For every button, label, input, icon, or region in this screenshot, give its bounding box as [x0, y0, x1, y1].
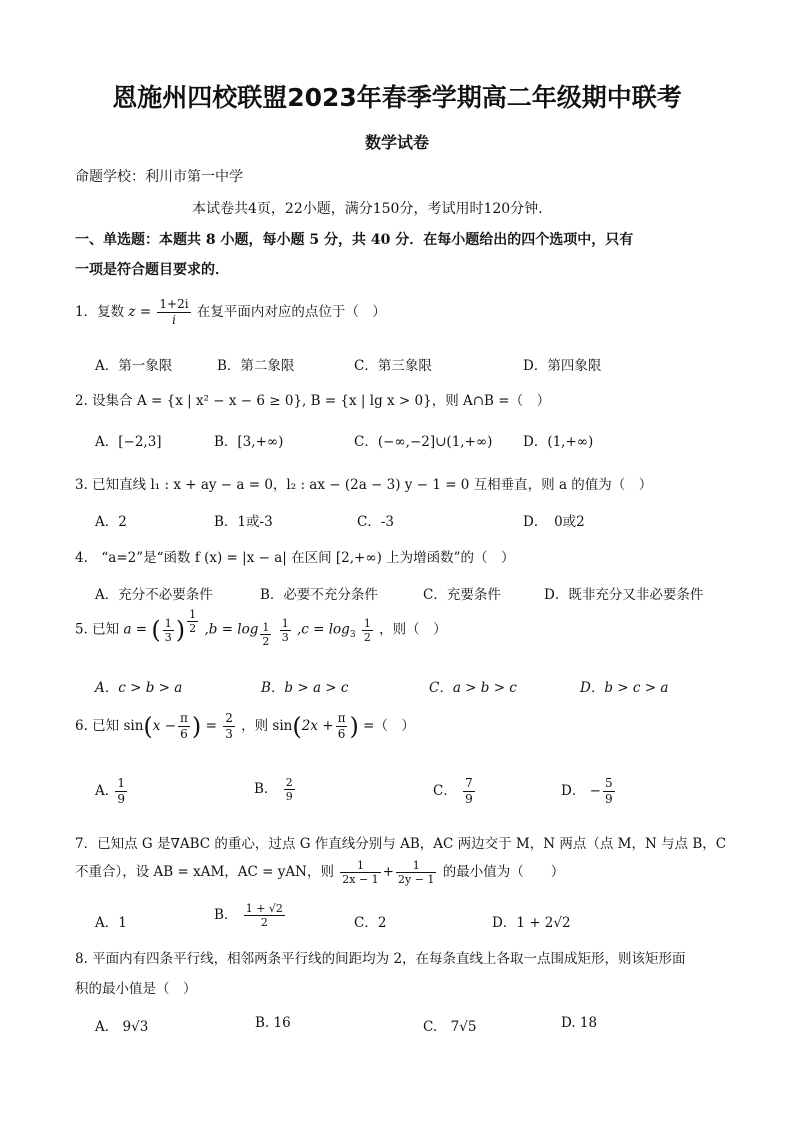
q7-f2-den: 2y − 1: [397, 873, 435, 886]
q6-d-den: 9: [604, 792, 613, 806]
q1-frac-num: 1+2i: [159, 297, 189, 311]
q6-pre: 6. 已知: [75, 718, 120, 734]
q5-c-arg-num: 1: [363, 616, 371, 630]
q3-option-a: A．2: [95, 514, 127, 530]
q6-c-num: 7: [465, 776, 473, 790]
q7-option-d: D．1 + 2√2: [492, 915, 571, 931]
q5-b-arg: [280, 617, 291, 644]
q5-b-base-den: 2: [262, 635, 270, 649]
q8-option-a: A. 9√3: [95, 1019, 149, 1035]
q5-b-arg-num: 1: [281, 616, 289, 630]
question-8-line1: 8. 平面内有四条平行线，相邻两条平行线的间距均为 2，在每条直线上各取一点围成矩形，则该矩形面: [75, 951, 686, 967]
q5-c-base: 3: [349, 630, 356, 641]
q6-pi-a: π: [180, 711, 188, 725]
q6-a-num: 1: [117, 776, 125, 790]
q4-option-c: C．充要条件: [423, 587, 501, 603]
q5-option-c: C．a > b > c: [429, 680, 517, 696]
q7-f1-den: 2x − 1: [342, 873, 379, 886]
q7-b-den: 2: [260, 916, 268, 929]
q5-c-arg: [362, 617, 373, 644]
q5-pre: 5. 已知: [75, 621, 120, 638]
q6-pi-b: π: [337, 711, 346, 725]
q6-paren2-open: (: [292, 712, 302, 741]
q6-option-d: [561, 776, 617, 807]
q1-frac-den: i: [172, 313, 176, 327]
q6-paren1-open: (: [143, 712, 153, 741]
q6-option-d-label: D．: [561, 783, 586, 799]
section-heading-line1: 一、单选题：本题共 8 小题，每小题 5 分，共 40 分．在每小题给出的四个选项中，只有: [75, 232, 634, 248]
q1-option-b: B．第二象限: [217, 358, 295, 374]
q6-option-c-frac: [463, 776, 475, 807]
q6-option-b-frac: [284, 776, 295, 803]
q6-option-c-label: C．: [433, 783, 457, 799]
q6-six-b: 6: [337, 727, 346, 741]
q6-eq-value: [223, 711, 235, 742]
q6-option-b-label: B．: [254, 781, 278, 797]
school-line: 命题学校：利川市第一中学: [75, 169, 243, 185]
q7-frac-2: [396, 859, 436, 886]
q6-option-c: [433, 776, 477, 807]
q3-option-d: D． 0或2: [523, 514, 585, 530]
q8-option-d: D. 18: [561, 1015, 598, 1031]
q7-option-b-frac: [244, 902, 285, 929]
q1-option-d: D．第四象限: [523, 358, 602, 374]
q6-d-num: 5: [604, 776, 613, 790]
q5-option-a: A．c > b > a: [95, 680, 183, 696]
q3-option-c: C．-3: [357, 514, 394, 530]
q6-sin-1: sin: [123, 718, 144, 734]
exam-info: 本试卷共4页，22小题，满分150分，考试用时120分钟.: [192, 201, 543, 217]
q6-option-a-label: A.: [95, 783, 110, 799]
q5-c: ,c = log: [296, 621, 350, 638]
question-4: 4. “a=2”是“函数 f (x) = |x − a| 在区间 [2,+∞) 上为增函数”的（ ）: [75, 550, 515, 566]
q6-c-den: 9: [465, 792, 473, 806]
q6-b-den: 9: [285, 790, 293, 803]
q7-f1-num: 1: [340, 859, 380, 873]
question-5: [75, 608, 447, 649]
q6-eq-num: 2: [225, 711, 233, 725]
q7-option-b: [214, 902, 287, 929]
q7-option-a: A．1: [95, 915, 127, 931]
q6-option-d-sign: −: [589, 783, 601, 799]
q5-b: ,b = log: [204, 621, 259, 638]
page-title: 恩施州四校联盟2023年春季学期高二年级期中联考: [112, 83, 682, 112]
q5-c-arg-den: 2: [363, 630, 371, 644]
q5-b-base-num: 1: [262, 621, 270, 635]
q6-two-x-plus: 2x +: [301, 718, 334, 734]
section-heading-line2: 一项是符合题目要求的．: [75, 262, 229, 278]
q5-post: ，则（ ）: [379, 621, 447, 638]
q6-x-minus: x −: [152, 718, 177, 734]
q4-option-a: A．充分不必要条件: [95, 587, 213, 603]
q5-a: a =: [123, 621, 148, 638]
q6-post: =（ ）: [363, 718, 415, 734]
q7-line2-post: 的最小值为（ ）: [442, 864, 565, 880]
q5-frac-den: 3: [164, 630, 172, 644]
q3-option-b: B．1或-3: [214, 514, 273, 530]
q7-line2-pre: 不重合），设 AB = xAM，AC = yAN，则: [75, 864, 334, 880]
question-1: [75, 297, 386, 328]
q1-option-c: C．第三象限: [354, 358, 432, 374]
q8-option-c: C. 7√5: [423, 1019, 477, 1035]
q2-option-a: A．[−2,3]: [95, 434, 162, 450]
q6-eq-den: 3: [225, 727, 233, 741]
q5-b-arg-den: 3: [281, 630, 289, 644]
q5-b-base-frac: [260, 621, 271, 648]
q7-f2-num: 1: [396, 859, 436, 873]
q6-b-num: 2: [285, 776, 293, 789]
q6-paren2-close: ): [349, 712, 359, 741]
q5-exp-num: 1: [189, 608, 197, 621]
q5-paren-open: (: [151, 616, 161, 644]
q6-option-d-frac: [603, 776, 615, 807]
q6-option-b: [254, 776, 297, 803]
q1-post: 在复平面内对应的点位于（ ）: [196, 304, 386, 320]
q6-paren1-close: ): [191, 712, 202, 741]
q6-six-a: 6: [180, 727, 188, 741]
q1-option-a: A．第一象限: [95, 358, 173, 374]
q1-math: z =: [128, 304, 152, 320]
q1-fraction: [157, 297, 190, 328]
q2-option-b: B．[3,+∞): [214, 434, 284, 450]
q4-option-d: D．既非充分又非必要条件: [544, 587, 704, 603]
question-3: 3. 已知直线 l₁ : x + ay − a = 0，l₂ : ax − (2a − 3) y − 1 = 0 互相垂直，则 a 的值为（ ）: [75, 477, 653, 493]
question-8-line2: 积的最小值是（ ）: [75, 981, 197, 997]
q6-option-a-frac: [115, 776, 127, 807]
page-subtitle: 数学试卷: [364, 133, 429, 152]
q4-option-b: B．必要不充分条件: [260, 587, 378, 603]
q2-option-d: D．(1,+∞): [523, 434, 594, 450]
q5-frac-1-3: [163, 617, 174, 644]
q6-sin-2: sin: [272, 718, 293, 734]
q5-paren-close: ): [175, 616, 186, 644]
q7-option-b-label: B．: [214, 907, 238, 923]
q5-option-d: D．b > c > a: [580, 680, 669, 696]
question-2: 2. 设集合 A = {x | x² − x − 6 ≥ 0}, B = {x | lg x > 0}，则 A∩B =（ ）: [75, 393, 551, 409]
q2-option-c: C．(−∞,−2]∪(1,+∞): [354, 434, 493, 450]
question-7-line1: 7．已知点 G 是∇ABC 的重心，过点 G 作直线分别与 AB，AC 两边交于 M，N 两点（点 M，N 与点 B，C: [75, 836, 727, 852]
q8-option-b: B. 16: [255, 1015, 291, 1031]
q7-b-num: 1 + √2: [245, 902, 283, 915]
question-6: 6. 已知 sin(x − $\frac{\pi}{6}$ ) = $\frac{2}{3}$ ，则 sin(2x + $\frac{\pi}{6}$ ) =（ ）: [75, 711, 415, 741]
question-7-line2: 不重合），设 AB = xAM，AC = yAN，则 $\frac{1}{2x - 1}$ + $\frac{1}{2y - 1}$ 的最小值为（ ）: [75, 859, 565, 886]
q6-a-den: 9: [117, 792, 125, 806]
q7-option-c: C．2: [354, 915, 387, 931]
q6-option-a: [95, 776, 129, 807]
q5-b-base: [258, 621, 273, 649]
q5-option-b: B．b > a > c: [261, 680, 349, 696]
q5-frac-num: 1: [164, 616, 172, 630]
q6-mid: ，则: [241, 718, 269, 734]
q6-pi-6-a: [178, 711, 190, 742]
q6-pi-6-b: [336, 711, 348, 742]
q7-frac-1: [340, 859, 380, 886]
q5-exponent: [187, 608, 198, 635]
q5-exp-den: 2: [189, 622, 197, 635]
q1-pre: 1．复数: [75, 304, 125, 320]
